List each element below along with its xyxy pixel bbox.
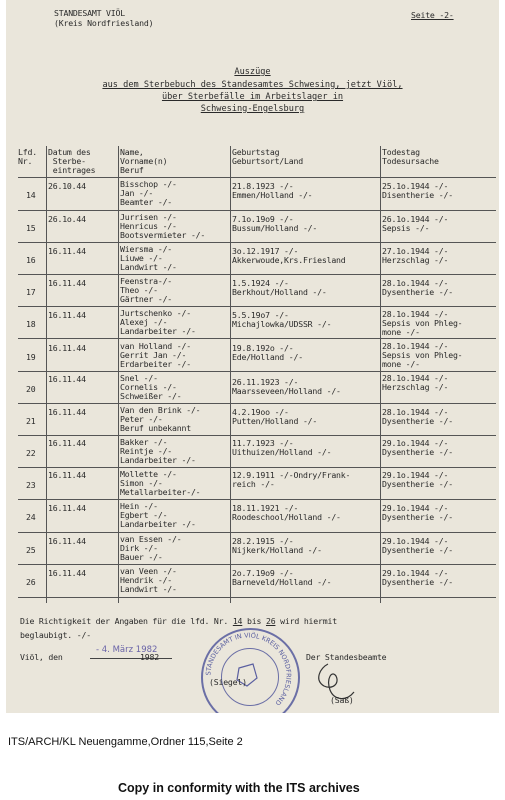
row-date: 16.11.44 — [48, 343, 86, 353]
row-birth: 5.5.19o7 -/- Michajlowka/UDSSR -/- — [232, 310, 332, 330]
col-header-name: Name, Vorname(n) Beruf — [120, 147, 168, 176]
office-name: STANDESAMT VIÖL — [54, 8, 125, 18]
row-nr: 16 — [26, 255, 36, 265]
date-underline — [90, 658, 172, 659]
row-date: 16.11.44 — [48, 536, 86, 546]
col-divider — [230, 146, 231, 603]
row-name: Bakker -/- Reintje -/- Landarbeiter -/- — [120, 437, 196, 466]
row-nr: 20 — [26, 384, 36, 394]
row-divider — [18, 403, 496, 404]
row-birth: 2o.7.19o9 -/- Barneveld/Holland -/- — [232, 568, 332, 588]
bis-word: bis — [247, 616, 262, 626]
row-name: Bisschop -/- Jan -/- Beamter -/- — [120, 179, 177, 208]
row-divider — [18, 564, 496, 565]
conformity-caption: Copy in conformity with the ITS archives — [118, 781, 360, 795]
row-divider — [18, 435, 496, 436]
row-name: Wiersma -/- Liuwe -/- Landwirt -/- — [120, 244, 177, 273]
row-death: 28.1o.1944 -/- Herzschlag -/- — [382, 373, 449, 393]
col-header-death: Todestag Todesursache — [382, 147, 439, 167]
row-divider — [18, 467, 496, 468]
row-birth: 4.2.19oo -/- Putten/Holland -/- — [232, 407, 318, 427]
row-date: 16.11.44 — [48, 503, 86, 513]
row-death: 28.1o.1944 -/- Sepsis von Phleg- mone -/- — [382, 341, 463, 370]
row-name: van Veen -/- Hendrik -/- Landwirt -/- — [120, 566, 177, 595]
row-name: Hein -/- Egbert -/- Landarbeiter -/- — [120, 501, 196, 530]
certification-text-a: Die Richtigkeit der Angaben für die lfd. Nr. — [20, 616, 229, 626]
seal-label: (Siegel) — [209, 677, 247, 687]
col-divider — [46, 146, 47, 603]
row-nr: 26 — [26, 577, 36, 587]
row-name: Jurrisen -/- Henricus -/- Bootsvermieter -/- — [120, 212, 206, 241]
row-death: 29.1o.1944 -/- Dysentherie -/- — [382, 503, 453, 523]
row-divider — [18, 177, 496, 178]
certification-line — [20, 617, 337, 626]
row-death: 28.1o.1944 -/- Dysentherie -/- — [382, 407, 453, 427]
row-nr: 25 — [26, 545, 36, 555]
date-stamp: - 4. März 1982 — [96, 645, 158, 655]
row-date: 16.11.44 — [48, 407, 86, 417]
row-date: 16.11.44 — [48, 278, 86, 288]
row-name: Jurtschenko -/- Alexej -/- Landarbeiter -/- — [120, 308, 196, 337]
row-divider — [18, 306, 496, 307]
row-nr: 19 — [26, 352, 36, 362]
title-line-4: Schwesing-Engelsburg — [200, 104, 305, 114]
row-date: 16.11.44 — [48, 374, 86, 384]
row-divider — [18, 338, 496, 339]
date-year: 1982 — [140, 652, 159, 662]
row-death: 29.1o.1944 -/- Dysentherie -/- — [382, 438, 453, 458]
row-divider — [18, 274, 496, 275]
col-header-nr: Lfd. Nr. — [18, 147, 37, 167]
row-death: 29.1o.1944 -/- Dysentherie -/- — [382, 470, 453, 490]
row-name: Van den Brink -/- Peter -/- Beruf unbekannt — [120, 405, 201, 434]
row-name: van Essen -/- Dirk -/- Bauer -/- — [120, 534, 182, 563]
col-divider — [380, 146, 381, 603]
row-nr: 23 — [26, 480, 36, 490]
row-birth: 26.11.1923 -/- Maarsseveen/Holland -/- — [232, 377, 341, 397]
row-birth: 3o.12.1917 -/- Akkerwoude,Krs.Friesland — [232, 246, 346, 266]
row-death: 29.1o.1944 -/- Dysentherie -/- — [382, 568, 453, 588]
seal-ring-textpath: STANDESAMT IN VIÖL KREIS NORDFRIESLAND — [204, 631, 293, 707]
row-birth: 28.2.1915 -/- Nijkerk/Holland -/- — [232, 536, 322, 556]
district-name: (Kreis Nordfriesland) — [54, 18, 154, 28]
nr-from: 14 — [232, 616, 243, 626]
row-nr: 22 — [26, 448, 36, 458]
col-header-birth: Geburtstag Geburtsort/Land — [232, 147, 303, 167]
row-nr: 24 — [26, 512, 36, 522]
document-page — [6, 0, 499, 713]
row-death: 28.1o.1944 -/- Sepsis von Phleg- mone -/- — [382, 309, 463, 338]
row-divider — [18, 242, 496, 243]
row-death: 28.1o.1944 -/- Dysentherie -/- — [382, 278, 453, 298]
col-header-date: Datum des Sterbe- eintrages — [48, 147, 96, 176]
row-divider — [18, 532, 496, 533]
row-birth: 1.5.1924 -/- Berkhout/Holland -/- — [232, 278, 327, 298]
nr-to: 26 — [265, 616, 276, 626]
row-nr: 18 — [26, 319, 36, 329]
row-divider — [18, 597, 496, 598]
row-name: Mollette -/- Simon -/- Metallarbeiter-/- — [120, 469, 201, 498]
page-number: Seite -2- — [411, 10, 454, 20]
row-date: 16.11.44 — [48, 438, 86, 448]
row-date: 16.11.44 — [48, 246, 86, 256]
row-date: 16.11.44 — [48, 470, 86, 480]
row-death: 26.1o.1944 -/- Sepsis -/- — [382, 214, 449, 234]
row-date: 16.11.44 — [48, 310, 86, 320]
row-birth: 12.9.1911 -/-Ondry/Frank- reich -/- — [232, 470, 351, 490]
title-line-3: über Sterbefälle im Arbeitslager in — [161, 92, 344, 102]
row-birth: 18.11.1921 -/- Roodeschool/Holland -/- — [232, 503, 341, 523]
row-name: Snel -/- Cornelis -/- Schweißer -/- — [120, 373, 182, 402]
official-title: Der Standesbeamte — [306, 652, 387, 662]
row-birth: 7.1o.19o9 -/- Bussum/Holland -/- — [232, 214, 318, 234]
row-death: 29.1o.1944 -/- Dysentherie -/- — [382, 536, 453, 556]
certification-line-2: beglaubigt. -/- — [20, 630, 91, 640]
row-date: 26.10.44 — [48, 181, 86, 191]
row-birth: 19.8.192o -/- Ede/Holland -/- — [232, 343, 303, 363]
signer-name: (Saß) — [330, 695, 354, 705]
official-seal — [201, 628, 300, 713]
title-line-1: Auszüge — [234, 67, 271, 77]
title-line-2: aus dem Sterbebuch des Standesamtes Schwesing, jetzt Viöl, — [102, 80, 403, 90]
col-divider — [118, 146, 119, 603]
row-nr: 14 — [26, 190, 36, 200]
row-divider — [18, 210, 496, 211]
row-death: 27.1o.1944 -/- Herzschlag -/- — [382, 246, 449, 266]
row-date: 26.1o.44 — [48, 214, 86, 224]
row-nr: 21 — [26, 416, 36, 426]
place-label: Viöl, den — [20, 652, 63, 662]
row-divider — [18, 371, 496, 372]
row-name: Feenstra-/- Theo -/- Gärtner -/- — [120, 276, 173, 305]
row-date: 16.11.44 — [48, 568, 86, 578]
row-name: van Holland -/- Gerrit Jan -/- Erdarbeiter -/- — [120, 341, 191, 370]
archive-reference: ITS/ARCH/KL Neuengamme,Ordner 115,Seite 2 — [8, 736, 243, 748]
row-birth: 21.8.1923 -/- Emmen/Holland -/- — [232, 181, 313, 201]
row-divider — [18, 499, 496, 500]
death-register-table — [18, 146, 496, 603]
row-death: 25.1o.1944 -/- Disentherie -/- — [382, 181, 453, 201]
certification-text-b: wird hiermit — [280, 616, 337, 626]
row-nr: 15 — [26, 223, 36, 233]
row-nr: 17 — [26, 287, 36, 297]
row-birth: 11.7.1923 -/- Uithuizen/Holland -/- — [232, 438, 332, 458]
